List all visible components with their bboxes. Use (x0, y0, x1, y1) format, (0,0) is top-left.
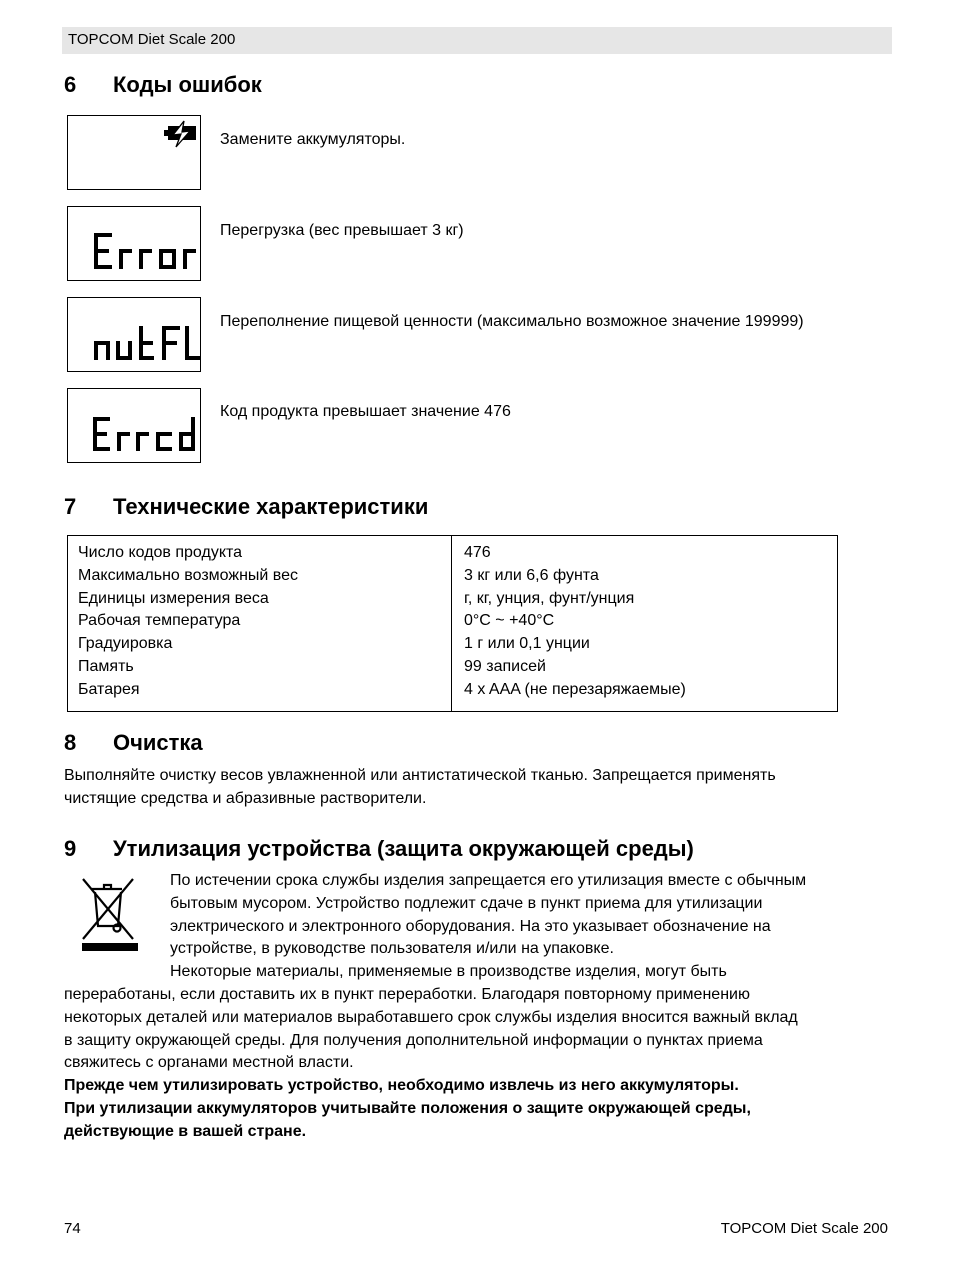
specs-labels-column (78, 542, 298, 702)
text-line: бытовым мусором. Устройство подлежит сдаче в пункт приема для утилизации (170, 894, 763, 912)
cleaning-paragraph (64, 765, 894, 811)
section-6-heading (64, 72, 262, 98)
spec-value: 1 г или 0,1 унции (464, 635, 590, 653)
spec-value: 4 x AAA (не перезаряжаемые) (464, 680, 686, 698)
text-line: чистящие средства и абразивные растворители. (64, 789, 427, 807)
spec-value: г, кг, унция, фунт/унция (464, 589, 635, 607)
section-7-number: 7 (64, 494, 77, 519)
specs-table (67, 535, 838, 712)
lcd-nutfl-display (67, 297, 201, 372)
text-line: Прежде чем утилизировать устройство, необходимо извлечь из него аккумуляторы. (64, 1077, 739, 1094)
lcd-errcd-display (67, 388, 201, 463)
error-desc-overload: Перегрузка (вес превышает 3 кг) (220, 222, 464, 239)
text-line: Выполняйте очистку весов увлажненной или антистатической тканью. Запрещается применять (64, 767, 776, 784)
spec-label: Число кодов продукта (78, 544, 243, 561)
footer-title: TOPCOM Diet Scale 200 (720, 1220, 888, 1237)
disposal-battery-warning (64, 1075, 894, 1143)
header-title: TOPCOM Diet Scale 200 (68, 31, 236, 48)
text-line: Некоторые материалы, применяемые в производстве изделия, могут быть (170, 963, 727, 981)
battery-low-icon (68, 116, 202, 191)
spec-value: 476 (464, 544, 491, 561)
page-number: 74 (64, 1220, 81, 1237)
section-9-heading (64, 836, 694, 862)
spec-value: 99 записей (464, 657, 546, 675)
disposal-paragraph-indented (170, 870, 892, 984)
text-line: По истечении срока службы изделия запрещается его утилизация вместе с обычным (170, 872, 807, 889)
spec-label: Максимально возможный вес (78, 566, 299, 584)
section-7-heading (64, 494, 428, 520)
error-desc-nutrition-overflow: Переполнение пищевой ценности (максимально возможное значение 199999) (220, 313, 804, 330)
section-9-title: Утилизация устройства (защита окружающей среды) (113, 836, 694, 861)
spec-value: 0°C ~ +40°C (464, 612, 555, 630)
text-line: При утилизации аккумуляторов учитывайте положения о защите окружающей среды, (64, 1099, 751, 1117)
lcd-text-nutfl (68, 298, 202, 373)
spec-label: Единицы измерения веса (78, 589, 269, 607)
text-line: электрического и электронного оборудования. На это указывает обозначение на (170, 917, 771, 935)
specs-table-divider (451, 536, 452, 711)
section-7-title: Технические характеристики (113, 494, 429, 519)
lcd-text-error (68, 207, 202, 282)
section-8-heading (64, 730, 203, 756)
crossed-out-wheelie-bin-icon (78, 876, 140, 952)
section-6-number: 6 (64, 72, 77, 97)
spec-label: Батарея (78, 680, 140, 698)
lcd-text-errcd (68, 389, 202, 464)
section-8-title: Очистка (113, 730, 203, 755)
page-header (62, 27, 892, 54)
error-desc-battery: Замените аккумуляторы. (220, 131, 406, 148)
lcd-error-display (67, 206, 201, 281)
disposal-paragraph-full (64, 984, 894, 1075)
section-9-number: 9 (64, 836, 77, 861)
text-line: некоторых деталей или материалов выработавшего срок службы изделия вносится важный вклад (64, 1008, 798, 1026)
spec-label: Рабочая температура (78, 612, 241, 630)
spec-label: Память (78, 657, 134, 675)
error-desc-product-code: Код продукта превышает значение 476 (220, 403, 511, 420)
specs-values-column (464, 542, 686, 702)
spec-label: Градуировка (78, 635, 173, 653)
text-line: в защиту окружающей среды. Для получения дополнительной информации о пунктах приема (64, 1031, 763, 1049)
section-6-title: Коды ошибок (113, 72, 262, 97)
lcd-battery-display (67, 115, 201, 190)
text-line: действующие в вашей стране. (64, 1122, 307, 1140)
text-line: устройстве, в руководстве пользователя и/или на упаковке. (170, 940, 614, 958)
text-line: свяжитесь с органами местной власти. (64, 1054, 354, 1072)
section-8-number: 8 (64, 730, 77, 755)
spec-value: 3 кг или 6,6 фунта (464, 566, 599, 584)
text-line: переработаны, если доставить их в пункт переработки. Благодаря повторному применению (64, 986, 750, 1003)
